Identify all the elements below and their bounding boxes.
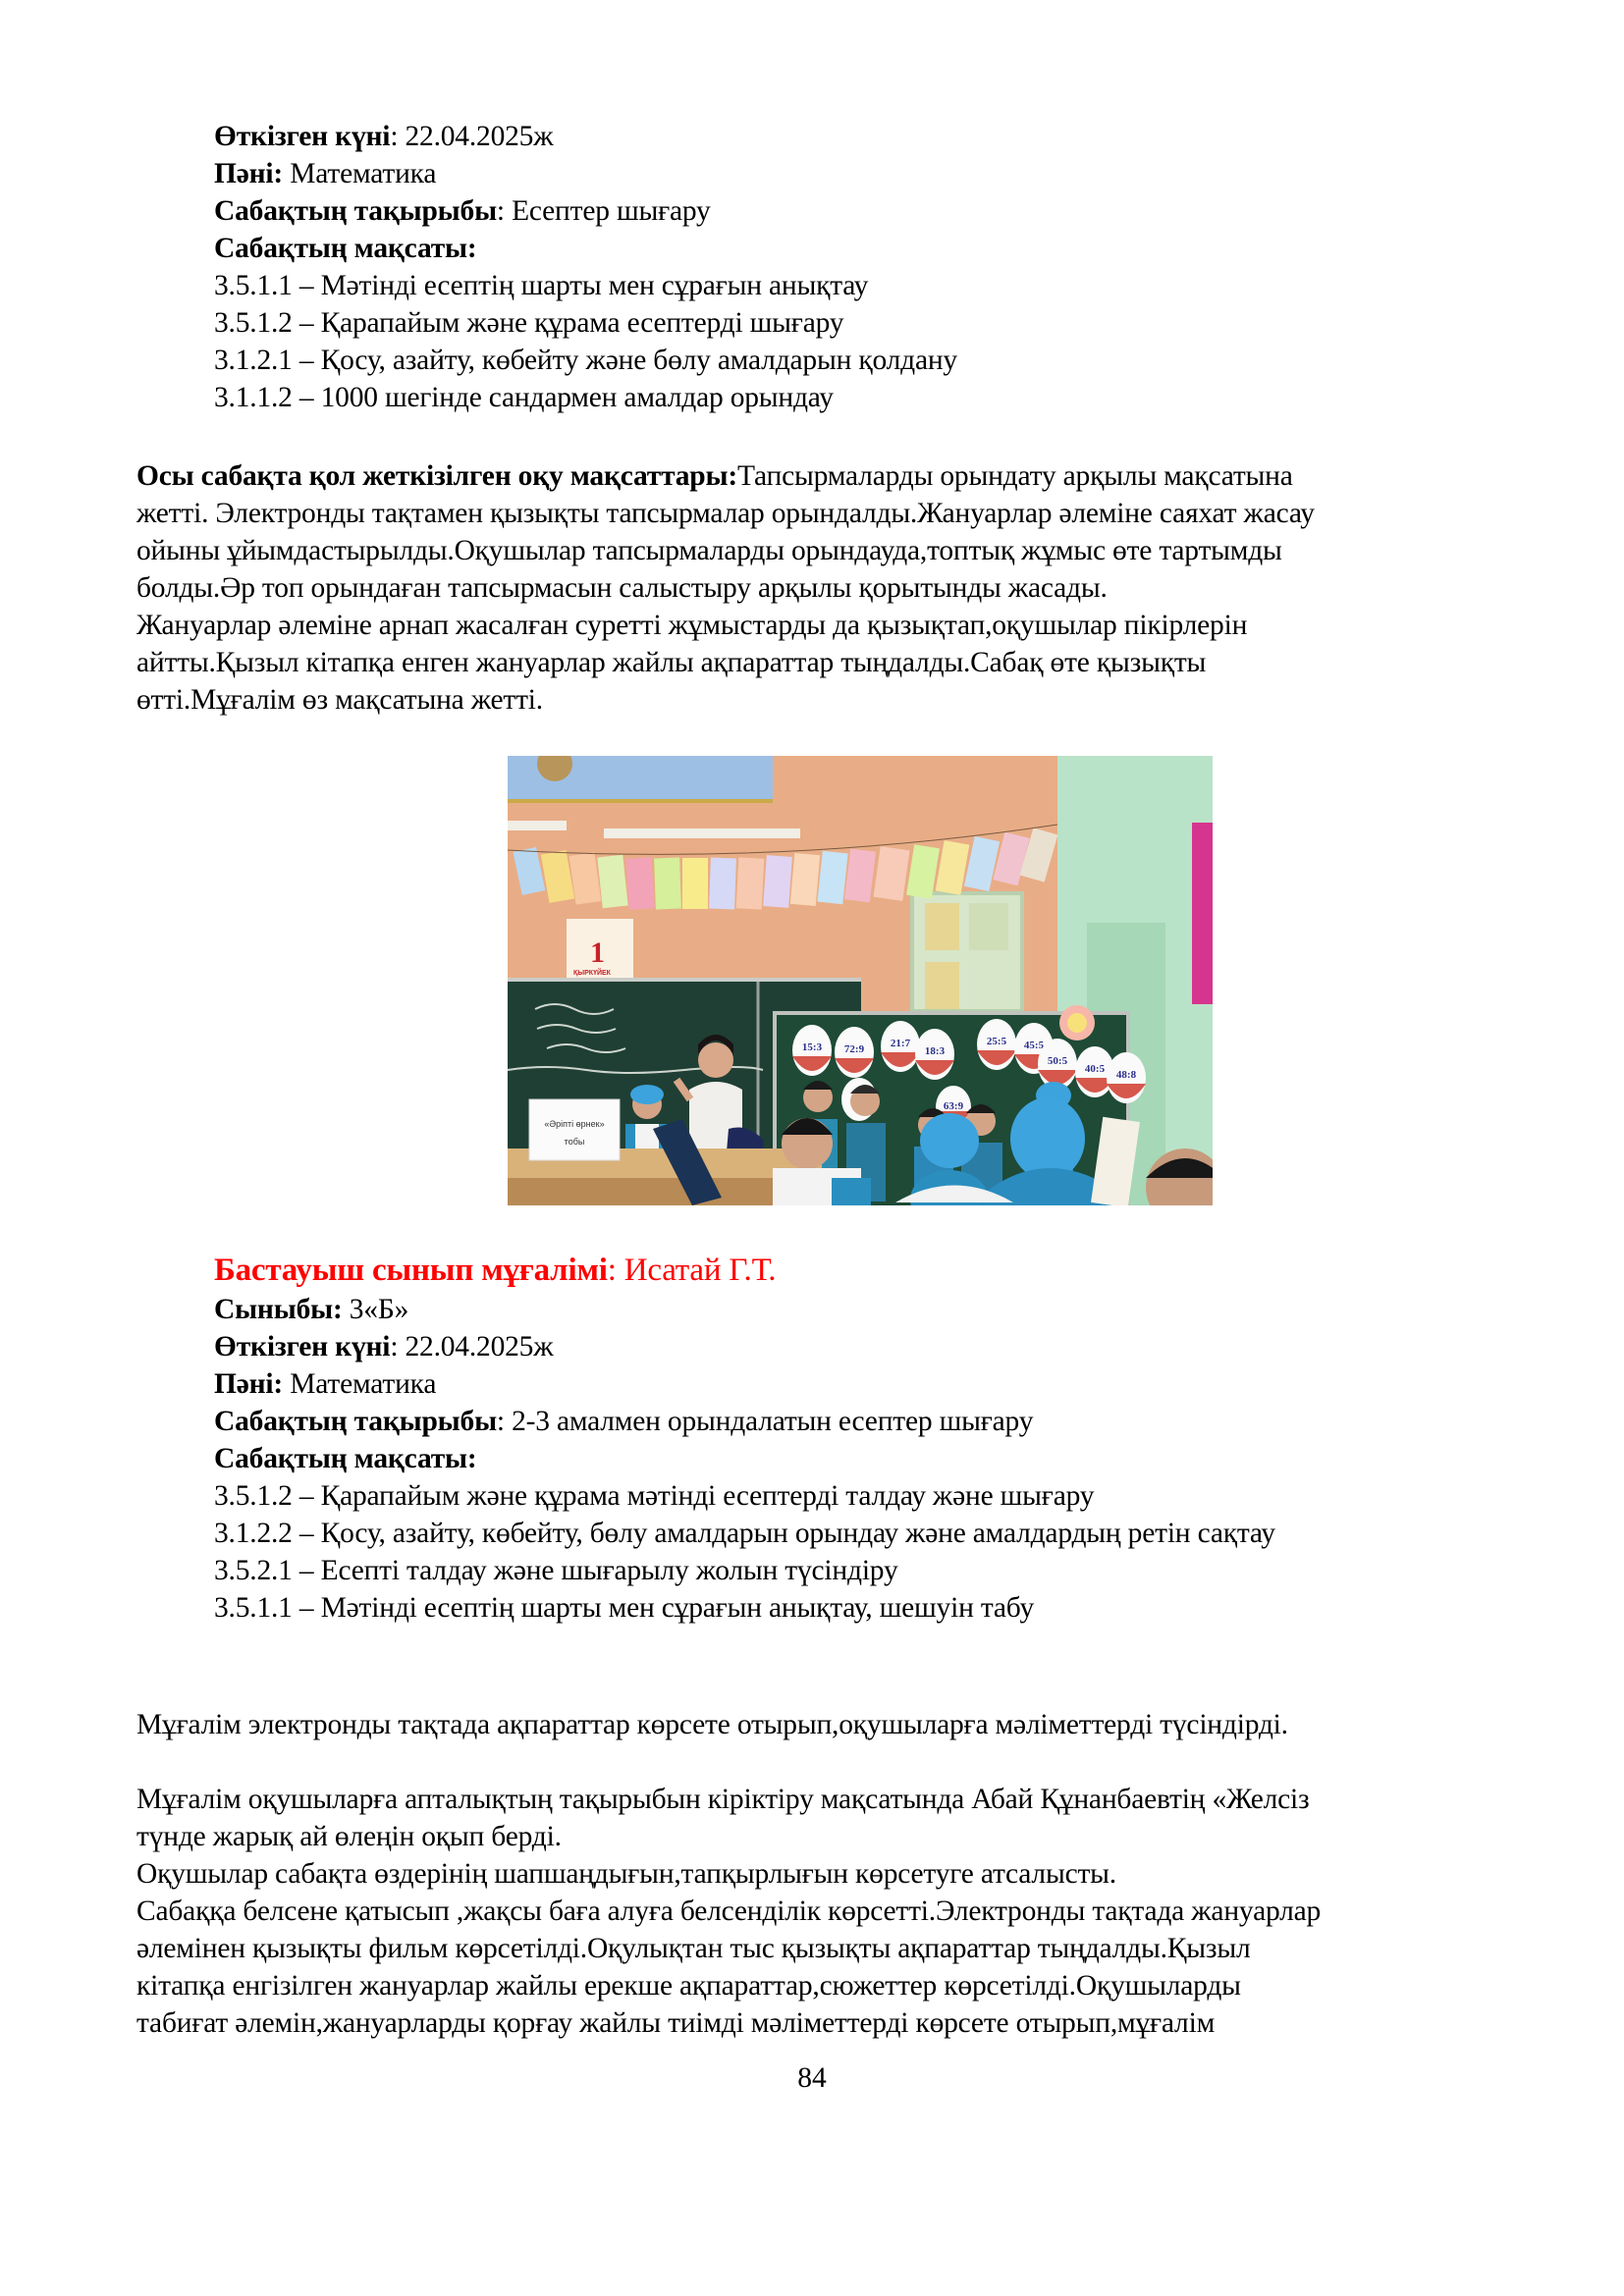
svg-text:25:5: 25:5 — [986, 1036, 1007, 1047]
paragraph-line: Мұғалім электронды тақтада ақпараттар көрсете отырып,оқушыларға мәліметтерді түсіндірді. — [136, 1709, 1288, 1740]
svg-text:45:5: 45:5 — [1023, 1040, 1045, 1051]
date-line-1 — [214, 118, 553, 155]
class-label: Сыныбы: — [214, 1294, 343, 1325]
paragraph-line: өтті.Мұғалім өз мақсатына жетті. — [136, 684, 543, 716]
svg-text:48:8: 48:8 — [1115, 1069, 1137, 1081]
subject-value: Математика — [283, 1368, 437, 1400]
paragraph-line: Оқушылар сабақта өздерінің шапшаңдығын,тапқырлығын көрсетуге атсалысты. — [136, 1858, 1116, 1890]
table-sign-line-2: тобы — [564, 1137, 585, 1147]
topic-value: : Есептер шығару — [496, 195, 711, 227]
svg-text:40:5: 40:5 — [1084, 1063, 1106, 1075]
goal-item: 3.5.1.1 – Мәтінді есептің шарты мен сұрағын анықтау — [214, 270, 869, 301]
paragraph-line: ойыны ұйымдастырылды.Оқушылар тапсырмаларды орындауда,топтық жұмыс өте тартымды — [136, 535, 1282, 566]
paragraph-line: болды.Әр топ орындаған тапсырмасын салыстыру арқылы қорытынды жасады. — [136, 572, 1108, 604]
subject-line-2 — [214, 1365, 436, 1403]
topic-line-2 — [214, 1403, 1033, 1440]
svg-text:1: 1 — [590, 936, 605, 969]
achieved-text: Тапсырмаларды орындату арқылы мақсатына — [736, 460, 1293, 492]
date-line-2 — [214, 1328, 553, 1365]
date-value: : 22.04.2025ж — [390, 121, 554, 152]
svg-text:18:3: 18:3 — [924, 1045, 946, 1057]
paragraph-line: табиғат әлемін,жануарларды қорғау жайлы тиімді мәліметтерді көрсете отырып,мұғалім — [136, 2007, 1216, 2039]
date-value: : 22.04.2025ж — [390, 1331, 554, 1362]
svg-text:ҚЫРКҮЙЕК: ҚЫРКҮЙЕК — [573, 970, 611, 977]
page-number: 84 — [797, 2062, 827, 2094]
goal-item: 3.1.2.1 – Қосу, азайту, көбейту және бөлу амалдарын қолдану — [214, 345, 957, 376]
subject-line-1 — [214, 155, 436, 192]
class-line — [214, 1291, 408, 1328]
paragraph-line: Мұғалім оқушыларға апталықтың тақырыбын кіріктіру мақсатында Абай Құнанбаевтің «Желсіз — [136, 1784, 1310, 1815]
table-sign-line-1: «Әріпті өрнек» — [544, 1119, 605, 1129]
subject-value: Математика — [283, 158, 437, 189]
goals-heading-2: Сабақтың мақсаты: — [214, 1443, 477, 1474]
goal-item: 3.1.2.2 – Қосу, азайту, көбейту, бөлу амалдарын орындау және амалдардың ретін сақтау — [214, 1518, 1275, 1549]
svg-text:72:9: 72:9 — [843, 1043, 865, 1055]
date-label: Өткізген күні — [214, 1331, 391, 1362]
svg-text:21:7: 21:7 — [890, 1038, 911, 1049]
paragraph-line: әлемінен қызықты фильм көрсетілді.Оқулықтан тыс қызықты ақпараттар тыңдалды.Қызыл — [136, 1933, 1251, 1964]
goal-item: 3.5.1.2 – Қарапайым және құрама мәтінді есептерді талдау және шығару — [214, 1480, 1095, 1512]
topic-value: : 2-3 амалмен орындалатын есептер шығару — [496, 1406, 1034, 1437]
svg-text:63:9: 63:9 — [943, 1100, 964, 1112]
svg-text:50:5: 50:5 — [1047, 1055, 1068, 1067]
classroom-photo — [508, 756, 1213, 1205]
goal-item: 3.5.1.1 – Мәтінді есептің шарты мен сұрағын анықтау, шешуін табу — [214, 1592, 1035, 1624]
goals-heading-1: Сабақтың мақсаты: — [214, 233, 477, 264]
teacher-name: : Исатай Г.Т. — [607, 1253, 777, 1288]
goal-item: 3.1.1.2 – 1000 шегінде сандармен амалдар орындау — [214, 382, 834, 413]
goal-item: 3.5.1.2 – Қарапайым және құрама есептерді шығару — [214, 307, 844, 339]
class-value: 3«Б» — [342, 1294, 409, 1325]
achieved-line — [136, 457, 1293, 495]
achieved-label: Осы сабақта қол жеткізілген оқу мақсаттары: — [136, 460, 737, 492]
subject-label: Пәні: — [214, 1368, 284, 1400]
teacher-label: Бастауыш сынып мұғалімі — [214, 1253, 608, 1288]
svg-text:15:3: 15:3 — [801, 1041, 823, 1053]
paragraph-line: түнде жарық ай өлеңін оқып берді. — [136, 1821, 562, 1852]
paragraph-line: жетті. Электронды тақтамен қызықты тапсырмалар орындалды.Жануарлар әлеміне саяхат жасау — [136, 498, 1315, 529]
subject-label: Пәні: — [214, 158, 284, 189]
paragraph-line: айтты.Қызыл кітапқа енген жануарлар жайлы ақпараттар тыңдалды.Сабақ өте қызықты — [136, 647, 1207, 678]
topic-label: Сабақтың тақырыбы — [214, 195, 497, 227]
paragraph-line: Сабаққа белсене қатысып ,жақсы баға алуға белсенділік көрсетті.Электронды тақтада жануарлар — [136, 1896, 1322, 1927]
paragraph-line: Жануарлар әлеміне арнап жасалған суретті жұмыстарды да қызықтап,оқушылар пікірлерін — [136, 610, 1248, 641]
date-label: Өткізген күні — [214, 121, 391, 152]
topic-line-1 — [214, 192, 711, 230]
topic-label: Сабақтың тақырыбы — [214, 1406, 497, 1437]
teacher-heading — [214, 1250, 776, 1291]
paragraph-line: кітапқа енгізілген жануарлар жайлы ерекше ақпараттар,сюжеттер көрсетілді.Оқушыларды — [136, 1970, 1241, 2002]
goal-item: 3.5.2.1 – Есепті талдау және шығарылу жолын түсіндіру — [214, 1555, 898, 1586]
